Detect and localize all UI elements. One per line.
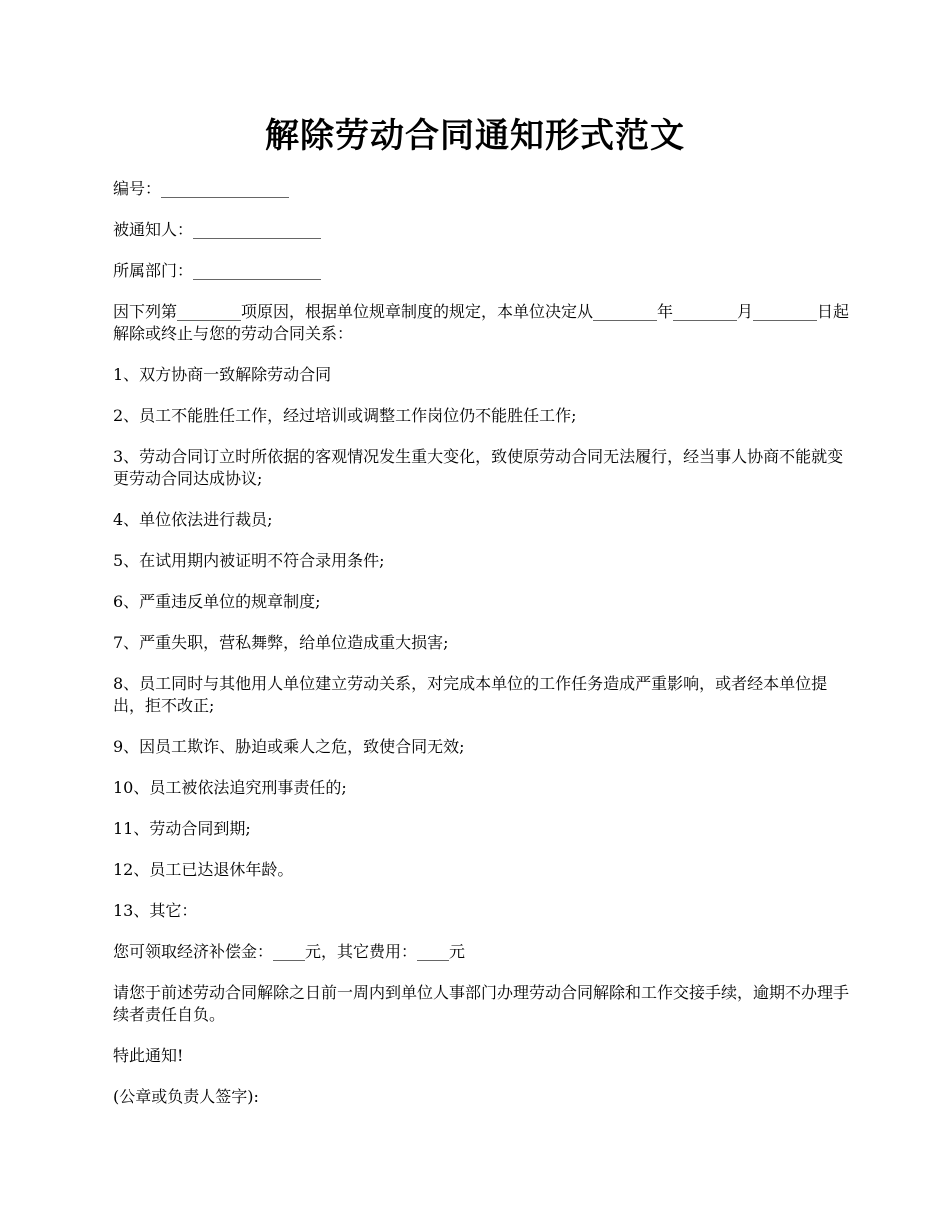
reason-item-5: 5、在试用期内被证明不符合录用条件; — [113, 551, 385, 570]
reason-item-2: 2、员工不能胜任工作，经过培训或调整工作岗位仍不能胜任工作; — [113, 406, 577, 425]
number-field: 编号：________________ — [113, 179, 290, 198]
reason-item-8: 8、员工同时与其他用人单位建立劳动关系，对完成本单位的工作任务造成严重影响，或者经本单位提出，拒不改正; — [113, 674, 828, 715]
document-title: 解除劳动合同通知形式范文 — [265, 116, 685, 156]
document-body — [113, 178, 858, 1127]
signature-line: (公章或负责人签字): — [113, 1087, 259, 1106]
reason-item-3: 3、劳动合同订立时所依据的客观情况发生重大变化，致使原劳动合同无法履行，经当事人协商不能就变更劳动合同达成协议; — [113, 447, 844, 488]
reason-item-11: 11、劳动合同到期; — [113, 819, 251, 838]
department-field: 所属部门：________________ — [113, 261, 322, 280]
reason-item-1: 1、双方协商一致解除劳动合同 — [113, 365, 332, 384]
compensation-paragraph: 您可领取经济补偿金：____元，其它费用：____元 — [113, 942, 466, 961]
closing-line: 特此通知! — [113, 1046, 184, 1065]
reason-item-13: 13、其它： — [113, 901, 198, 920]
reason-item-12: 12、员工已达退休年龄。 — [113, 860, 294, 879]
reason-item-6: 6、严重违反单位的规章制度; — [113, 592, 321, 611]
reason-item-9: 9、因员工欺诈、胁迫或乘人之危，致使合同无效; — [113, 737, 465, 756]
reason-item-10: 10、员工被依法追究刑事责任的; — [113, 778, 347, 797]
reason-item-7: 7、严重失职，营私舞弊，给单位造成重大损害; — [113, 633, 449, 652]
recipient-field: 被通知人：________________ — [113, 220, 322, 239]
instructions-paragraph: 请您于前述劳动合同解除之日前一周内到单位人事部门办理劳动合同解除和工作交接手续，逾期不办理手续者责任自负。 — [113, 983, 850, 1024]
intro-paragraph: 因下列第________项原因，根据单位规章制度的规定，本单位决定从________年________月________日起解除或终止与您的劳动合同关系： — [113, 302, 850, 343]
reason-item-4: 4、单位依法进行裁员; — [113, 510, 273, 529]
